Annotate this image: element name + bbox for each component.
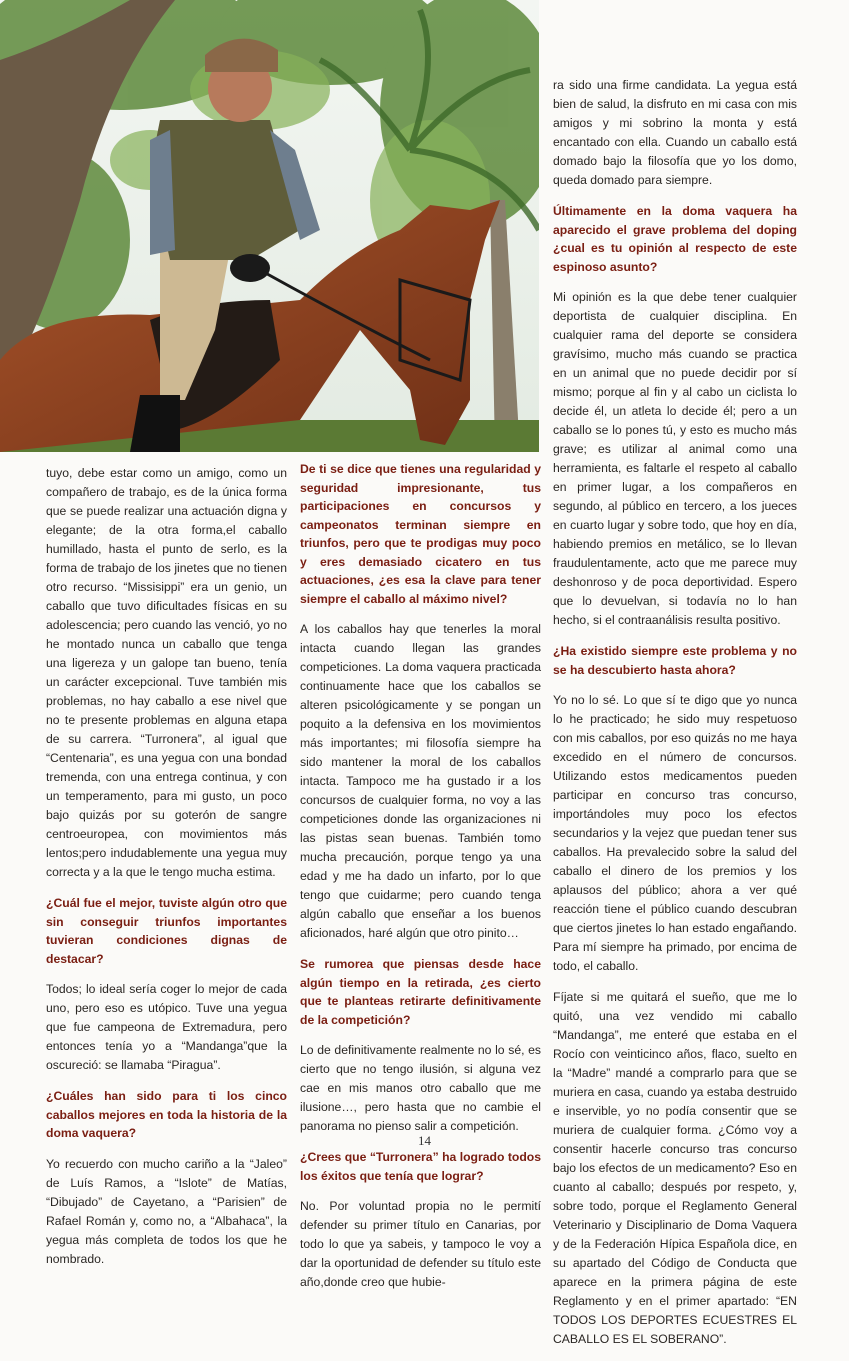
question-heading: ¿Ha existido siempre este problema y no se ha descubierto hasta ahora? bbox=[553, 644, 797, 677]
paragraph: Todos; lo ideal sería coger lo mejor de cada uno, pero eso es utópico. Tuve una yegua que fue campeona de Extremadura, pero entonces tenía yo a “Mandanga”que la oscureció: se llamaba “Piragua”. bbox=[46, 982, 287, 1072]
question-heading: Últimamente en la doma vaquera ha aparecido el grave problema del doping ¿cual es tu opinión al respecto de este espinoso asunto? bbox=[553, 204, 797, 274]
paragraph: A los caballos hay que tenerles la moral intacta cuando llegan las grandes competiciones. La doma vaquera practicada continuamente hace que los caballos se alteren psicológicamente y se pongan un poquito a la defensiva en los movimientos más importantes; mi filosofía siempre ha sido mantener la moral de los caballos intacta. Tampoco me ha gustado ir a los concursos de cualquier forma, no voy a las competiciones donde las organizaciones ni las pistas sean buenas. También tomo mucha precaución, porque tengo ya una edad y me ha dado un infarto, por lo que tengo que cuidarme; pero cuando tenga algún caballo que enseñar a los buenos aficionados, haré algún que otro pinito… bbox=[300, 622, 541, 940]
cover-photo bbox=[0, 0, 539, 452]
paragraph: Mi opinión es la que debe tener cualquier deportista de cualquier disciplina. En cualquier rama del deporte se considera gravísimo, mucho más cuando se practica en un animal que no puede decidir por sí mismo; porque al fin y al cabo un ciclista lo decide él, un atleta lo decide él; pero a un caballo se lo pones tú, y esto es mucho más grave; es utilizar al animal como una herramienta, es faltarle el respeto al caballo en primer lugar, a los compañeros en segundo, al público en tercero, a los jueces en cuarto lugar y sobre todo, que hoy en día, habiendo premios en metálico, se lo llevan fraudulentamente, acto que me parece muy deshonroso y de poca deportividad. Espero que lo devuelvan, si todavía no lo han hecho, si el contraanálisis resulta positivo. bbox=[553, 290, 797, 627]
column-middle bbox=[300, 460, 541, 1304]
question-heading: De ti se dice que tienes una regularidad y seguridad impresionante, tus participaciones en concursos y campeonatos terminan siempre en triunfos, pero que te prodigas muy poco y eres demasiado cicatero en tus actuaciones, ¿es esa la clave para tener siempre el caballo al máximo nivel? bbox=[300, 462, 541, 606]
paragraph: ra sido una firme candidata. La yegua está bien de salud, la disfruto en mi casa con mis amigos y mi sobrino la monta y está encantado con ella. Cuando un caballo está domado bajo la filosofía que yo los domo, queda domado para siempre. bbox=[553, 78, 797, 187]
rider-horse-photo bbox=[0, 0, 539, 452]
column-right bbox=[553, 76, 797, 1361]
page-number: 14 bbox=[418, 1133, 431, 1148]
question-heading: Se rumorea que piensas desde hace algún tiempo en la retirada, ¿es cierto que te planteas retirarte definitivamente de la competición? bbox=[300, 957, 541, 1027]
question-heading: ¿Cuáles han sido para ti los cinco caballos mejores en toda la historia de la doma vaquera? bbox=[46, 1089, 287, 1140]
paragraph: tuyo, debe estar como un amigo, como un compañero de trabajo, es de la única forma que se puede realizar una actuación digna y elegante; de la otra forma,el caballo humillado, hasta el punto de serlo, es la forma de trabajo de los jinetes que no tienen otro recurso. “Missisippi” era un genio, un caballo que tuvo dificultades físicas en su adolescencia; pero cuando las venció, yo no he montado nunca un caballo que tenga una ligereza y un galope tan bueno, tenía un carácter excepcional. Tuve también mis problemas, no hay caballo a ese nivel que no te presente problemas en alguna etapa de su carrera. “Turronera”, al igual que “Centenaria”, es una yegua con una bondad tremenda, con una entrega continua, y con un temperamento, para mi gusto, un poco bajo quizás por su goterón de sangre centroeuropea, con movimientos más lentos;pero indudablemente una yegua muy correcta y a la que le tengo mucha estima. bbox=[46, 466, 287, 879]
paragraph: Yo recuerdo con mucho cariño a la “Jaleo” de Luís Ramos, a “Islote” de Matías, “Dibujado” de Cayetano, a “Parisien” de Rafael Román y, como no, a “Albahaca”, la yegua más completa de todos los que he nombrado. bbox=[46, 1156, 287, 1266]
question-heading: ¿Crees que “Turronera” ha logrado todos los éxitos que tenía que lograr? bbox=[300, 1150, 541, 1183]
paragraph: Lo de definitivamente realmente no lo sé, es cierto que no tengo ilusión, si alguna vez cae en mis manos otro caballo que me ilusione…, pero hasta que no cambie el panorama no pienso salir a competición. bbox=[300, 1043, 541, 1133]
column-left bbox=[46, 464, 287, 1281]
question-heading: ¿Cuál fue el mejor, tuviste algún otro que sin conseguir triunfos importantes tuvieran condiciones dignas de destacar? bbox=[46, 896, 287, 966]
paragraph: Fíjate si me quitará el sueño, que me lo quitó, una vez vendido mi caballo “Mandanga”, me enteré que estaba en el Rocío con veinticinco años, flaco, suelto en la “Madre” mandé a comprarlo para que se muriera en casa, cuando ya estaba destruido e inservible, yo no podía consentir que se muriera de cualquier forma. ¿Cómo voy a consentir hacerle concurso tras concurso bajo los efectos de un medicamento? Eso en cuanto al caballo; después por respeto, y, sobre todo, porque el Reglamento General Veterinario y Disciplinario de Doma Vaquera y de la Federación Hípica Española dice, en su apartado del Código de Conducta que aparece en la primera página de este Reglamento y en el primer apartado: “EN TODOS LOS DEPORTES ECUESTRES EL CABALLO ES EL SOBERANO”. bbox=[553, 990, 797, 1346]
paragraph: No. Por voluntad propia no le permití defender su primer título en Canarias, por todo lo que ya sabeis, y tampoco le voy a dar la oportunidad de defender su título este año,donde creo que hubie- bbox=[300, 1199, 541, 1289]
paragraph: Yo no lo sé. Lo que sí te digo que yo nunca lo he practicado; he sido muy respetuoso con mis caballos, por eso quizás no me haya excedido en el número de concursos. Utilizando estos medicamentos pueden participar en concurso tras concurso, importándoles muy poco los efectos secundarios y la vejez que puedan tener sus caballos. Ha prevalecido sobre la salud del caballo el dinero de los premios y los aplausos del público; ahora a ver qué reacción tiene el público cuando descubran que ciertos jinetes lo han estado engañando. Para mí siempre ha primado, por encima de todo, el caballo. bbox=[553, 693, 797, 973]
